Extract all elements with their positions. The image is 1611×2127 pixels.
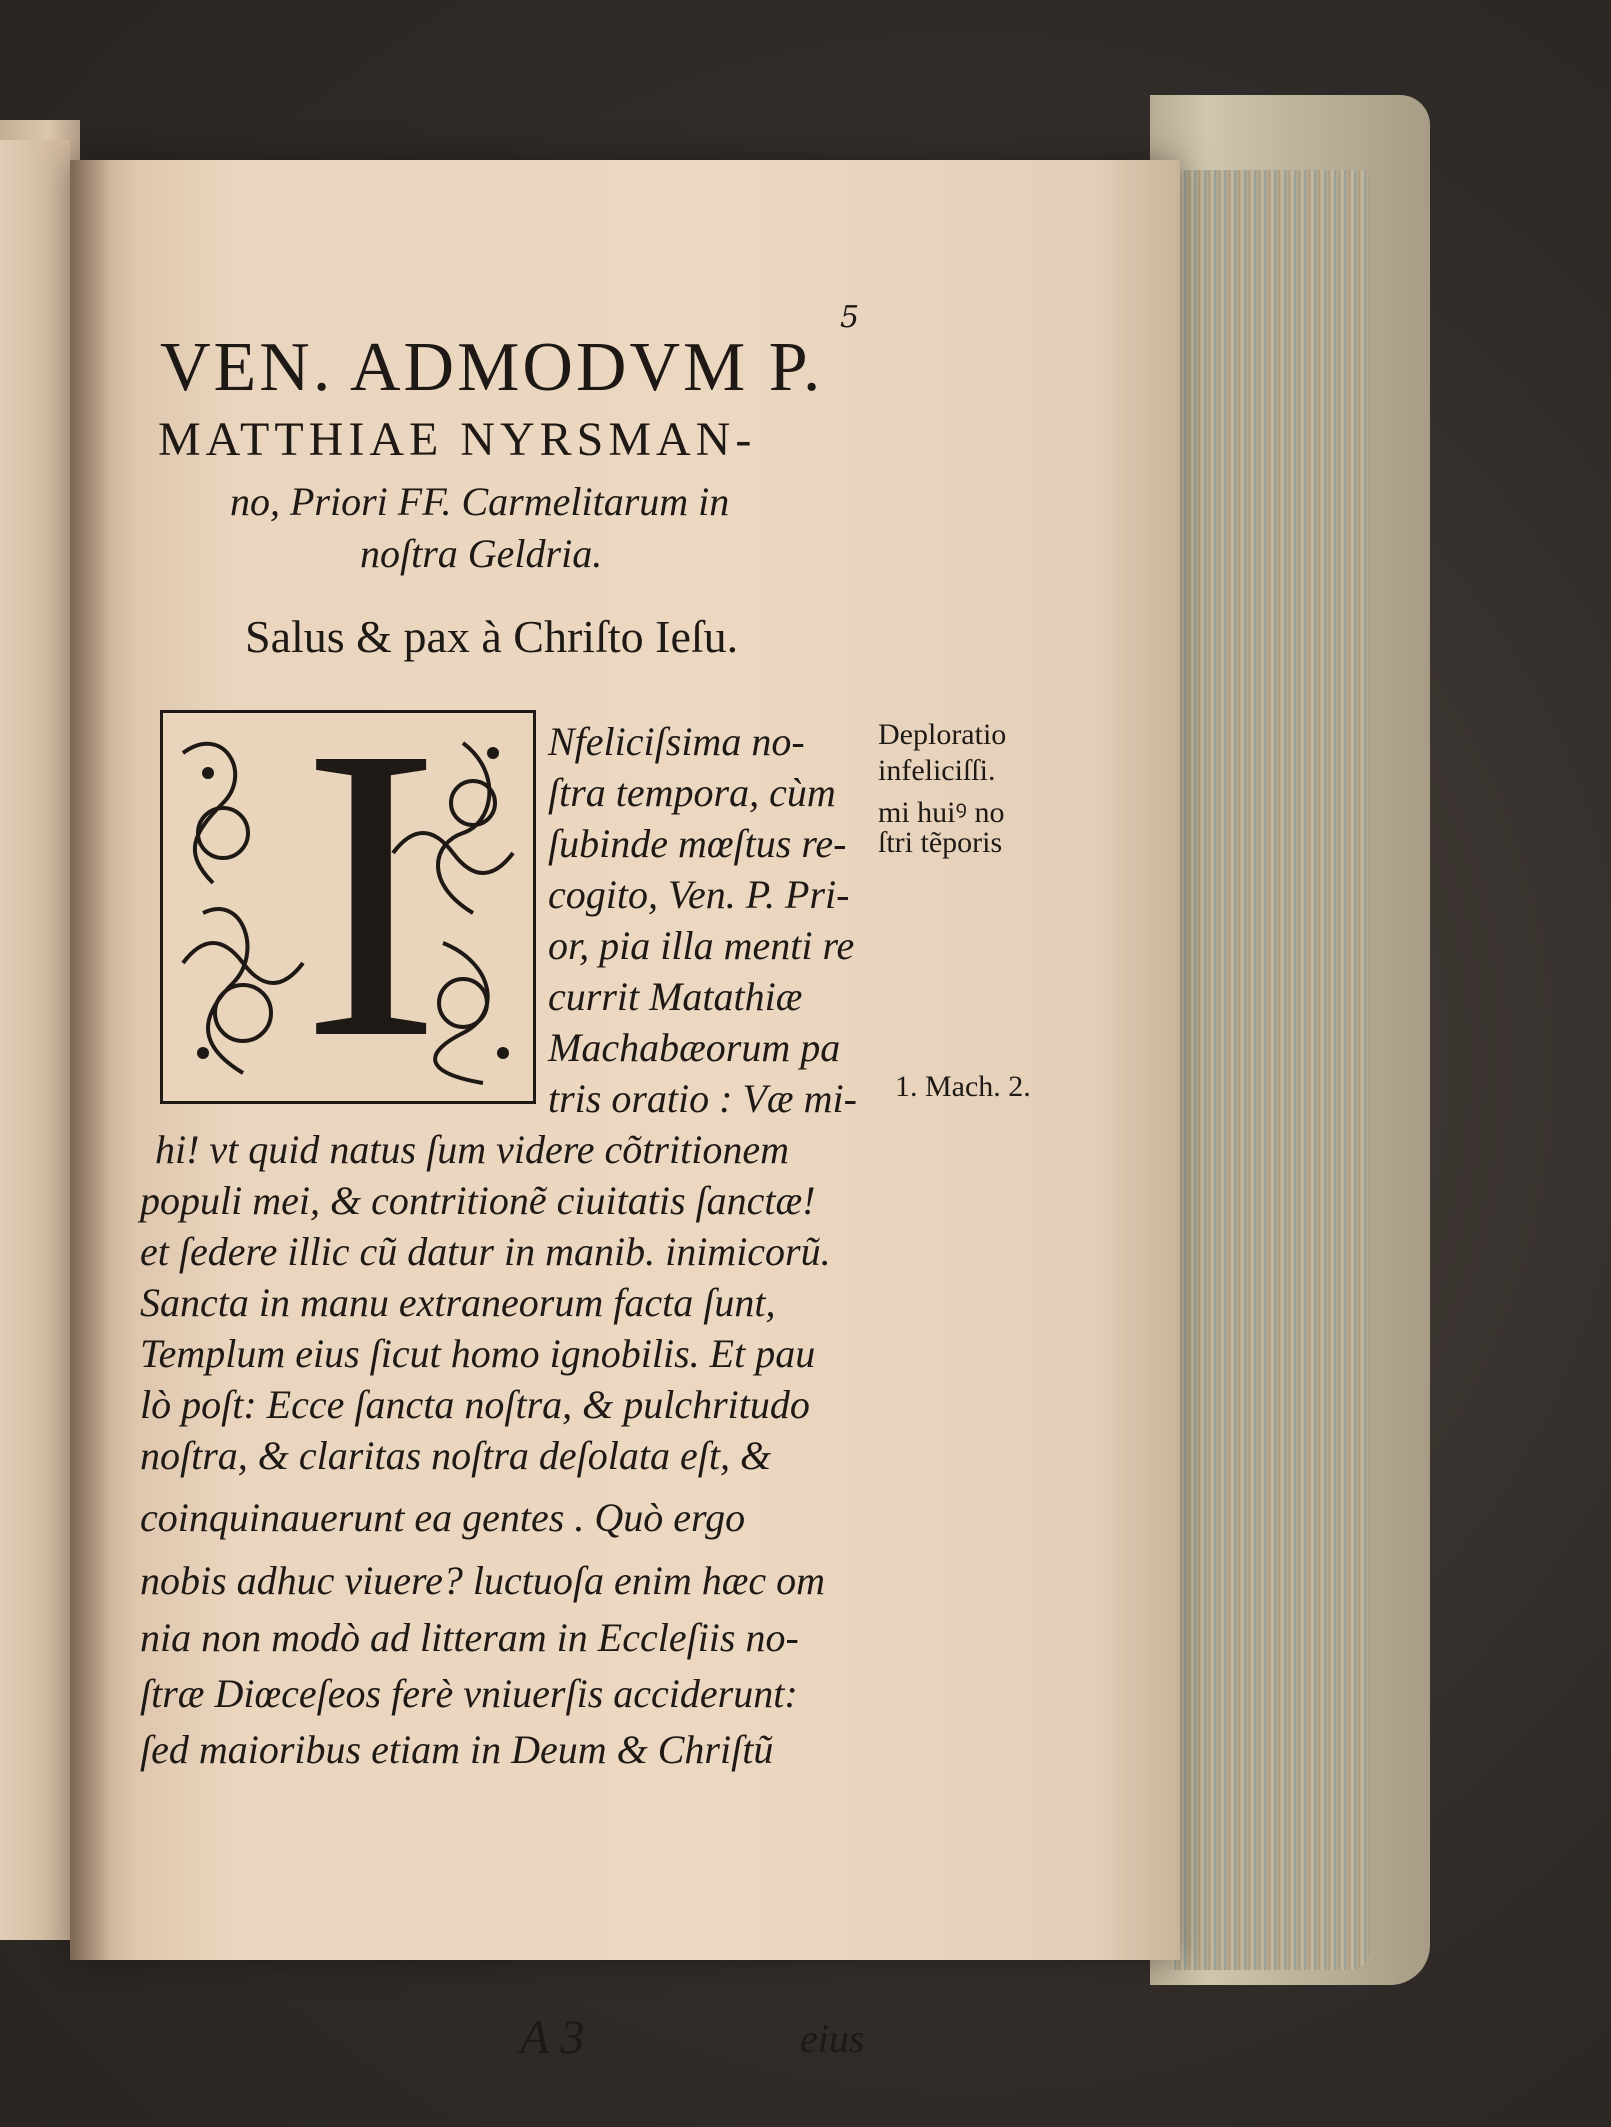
sidenote-line: mi huiꝰ no	[878, 796, 1005, 829]
folio-number: 5	[840, 300, 860, 335]
gutter-shadow	[70, 160, 110, 1960]
decorated-initial	[160, 710, 536, 1104]
heading-line-4: noſtra Geldria.	[360, 531, 603, 576]
body-line: nia non modò ad litteram in Eccleſiis no-	[140, 1615, 799, 1660]
signature-mark: A 3	[520, 2011, 585, 2064]
body-line: et ſedere illic cũ datur in manib. inimicorũ.	[140, 1229, 831, 1274]
body-line: lò poſt: Ecce ſancta noſtra, & pulchritudo	[140, 1382, 810, 1427]
body-line: currit Matathiæ	[548, 974, 803, 1019]
body-line: ſtra tempora, cùm	[548, 770, 836, 815]
page-edges	[1170, 170, 1370, 1970]
body-line: Nfeliciſsima no-	[548, 719, 805, 764]
sidenote-line: Deploratio	[878, 718, 1007, 751]
body-line: Machabæorum pa	[548, 1025, 841, 1070]
body-line: hi! vt quid natus ſum videre cõtritionem	[155, 1127, 789, 1172]
body-line: Sancta in manu extraneorum facta ſunt,	[140, 1280, 776, 1325]
body-line: cogito, Ven. P. Pri-	[548, 872, 850, 917]
body-line: ſtræ Diœceſeos ferè vniuerſis acciderunt:	[140, 1671, 798, 1716]
body-line: populi mei, & contritionẽ ciuitatis ſanctæ!	[140, 1178, 816, 1223]
body-line: ſed maioribus etiam in Deum & Chriſtũ	[140, 1727, 774, 1772]
body-line: Templum eius ſicut homo ignobilis. Et pau	[140, 1331, 816, 1376]
salutation: Salus & pax à Chriſto Ieſu.	[245, 611, 739, 662]
initial-letter: I	[301, 710, 441, 1104]
body-line: tris oratio : Væ mi-	[548, 1076, 857, 1121]
catchword: eius	[800, 2016, 865, 2061]
body-line: coinquinauerunt ea gentes . Quò ergo	[140, 1495, 746, 1540]
sidenote-line: ſtri tẽporis	[878, 826, 1003, 859]
facing-page-fold	[0, 140, 70, 1940]
heading-line-1: VEN. ADMODVM P.	[160, 329, 824, 406]
body-line: ſubinde mœſtus re-	[548, 821, 847, 866]
body-line: noſtra, & claritas noſtra deſolata eſt, &	[140, 1433, 772, 1478]
sidenote-reference: 1. Mach. 2.	[895, 1070, 1031, 1103]
heading-line-2: MATTHIAE NYRSMAN-	[158, 413, 757, 466]
body-line: nobis adhuc viuere? luctuoſa enim hæc om	[140, 1558, 826, 1603]
sidenote-line: infeliciſſi.	[878, 754, 996, 787]
heading-line-3: no, Priori FF. Carmelitarum in	[230, 479, 730, 524]
body-line: or, pia illa menti re	[548, 923, 855, 968]
